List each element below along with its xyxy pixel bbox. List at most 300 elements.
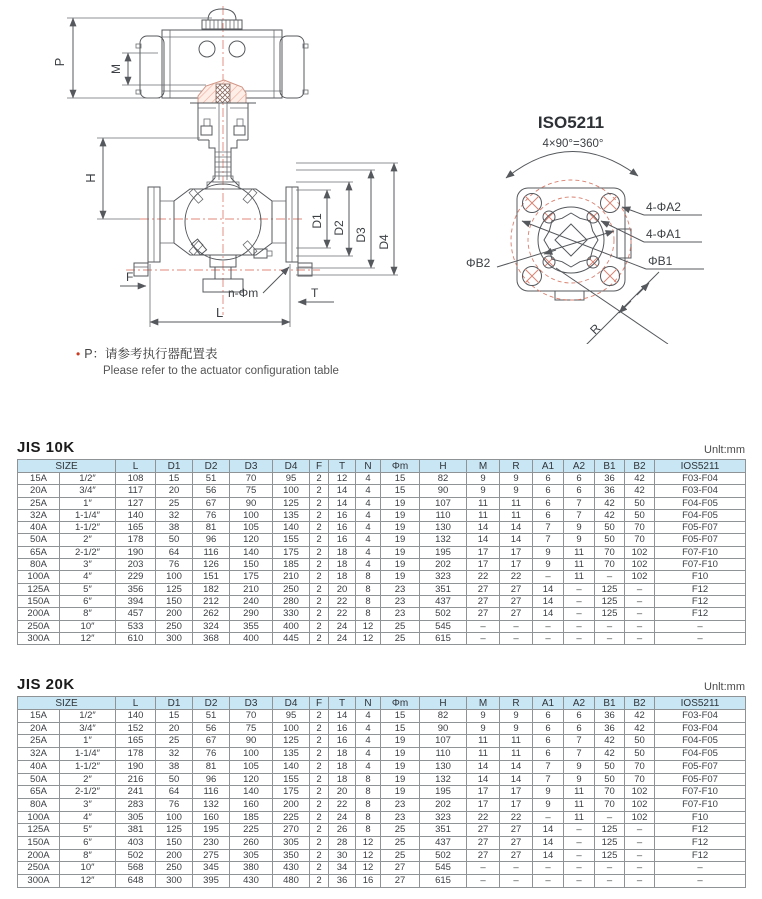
table-cell: 50	[156, 534, 193, 546]
table-cell: 19	[381, 559, 420, 571]
table-cell: –	[625, 875, 655, 888]
table-cell: 82	[420, 710, 467, 723]
table-cell: 102	[625, 559, 655, 571]
table-cell: 150	[230, 559, 273, 571]
jis-20k-section	[17, 676, 745, 888]
table-cell: 6	[533, 710, 564, 723]
table-cell: 2″	[60, 773, 116, 786]
table-cell: 42	[595, 748, 625, 761]
table-cell: 9	[564, 522, 595, 534]
table-cell: –	[564, 849, 595, 862]
table-cell: 19	[381, 735, 420, 748]
table-cell: 36	[595, 710, 625, 723]
table-cell: 17	[467, 798, 500, 811]
table-row	[18, 862, 746, 875]
table-cell: –	[500, 875, 533, 888]
column-header: F	[310, 460, 329, 473]
table-cell: 9	[533, 786, 564, 799]
table-cell: –	[625, 583, 655, 595]
table-cell: 368	[193, 632, 230, 644]
table-cell: 4	[356, 546, 381, 558]
table-body	[18, 473, 746, 645]
table-cell: F05-F07	[655, 534, 746, 546]
column-header: L	[116, 460, 156, 473]
table-cell: 14	[467, 760, 500, 773]
table-cell: 12″	[60, 632, 116, 644]
column-header: SIZE	[18, 697, 116, 710]
table-cell: 12	[356, 862, 381, 875]
table-cell: 25A	[18, 497, 60, 509]
column-header: H	[420, 697, 467, 710]
table-cell: 1-1/4″	[60, 509, 116, 521]
table-cell: 2	[310, 862, 329, 875]
table-cell: 19	[381, 546, 420, 558]
table-cell: 70	[625, 522, 655, 534]
table-cell: 17	[500, 546, 533, 558]
table-cell: 19	[381, 748, 420, 761]
table-cell: F12	[655, 595, 746, 607]
table-cell: 210	[230, 583, 273, 595]
table-cell: 82	[420, 473, 467, 485]
column-header: D2	[193, 697, 230, 710]
table-cell: 50	[595, 773, 625, 786]
table-cell: F07-F10	[655, 786, 746, 799]
table-cell: 182	[193, 583, 230, 595]
table-cell: 130	[420, 522, 467, 534]
table-cell: 27	[467, 824, 500, 837]
column-header: IOS5211	[655, 697, 746, 710]
table-cell: 27	[467, 837, 500, 850]
table-cell: 22	[329, 798, 356, 811]
iso-title: ISO5211	[537, 113, 605, 132]
table-cell: 190	[116, 546, 156, 558]
jis-20k-table	[17, 696, 746, 888]
table-cell: 125	[595, 608, 625, 620]
table-cell: 28	[329, 837, 356, 850]
table-cell: 230	[193, 837, 230, 850]
table-cell: 27	[500, 824, 533, 837]
table-cell: 125	[595, 849, 625, 862]
table-cell: 24	[329, 620, 356, 632]
table-cell: 350	[273, 849, 310, 862]
table-cell: 14	[500, 534, 533, 546]
table-cell: 132	[420, 534, 467, 546]
table-cell: 15	[381, 710, 420, 723]
table-cell: 430	[230, 875, 273, 888]
table-cell: 27	[467, 608, 500, 620]
table-cell: 225	[273, 811, 310, 824]
column-header: D4	[273, 460, 310, 473]
table-cell: 2	[310, 798, 329, 811]
table-cell: 42	[625, 710, 655, 723]
table-cell: 9	[467, 722, 500, 735]
table-cell: 81	[193, 522, 230, 534]
table-cell: 4	[356, 497, 381, 509]
table-cell: 76	[193, 748, 230, 761]
table-cell: –	[625, 849, 655, 862]
note-prefix: P：	[84, 347, 106, 361]
table-cell: 2	[310, 509, 329, 521]
table-cell: 50	[156, 773, 193, 786]
table-cell: F04-F05	[655, 509, 746, 521]
table-cell: 8	[356, 571, 381, 583]
label-phi-b1: ΦB1	[648, 254, 673, 268]
table-cell: 4	[356, 748, 381, 761]
table-cell: –	[625, 595, 655, 607]
table-cell: 50	[625, 509, 655, 521]
table-cell: 67	[193, 497, 230, 509]
table-cell: 11	[564, 798, 595, 811]
table-cell: 38	[156, 522, 193, 534]
table-cell: F04-F05	[655, 735, 746, 748]
table-cell: 9	[467, 473, 500, 485]
table-cell: 14	[500, 760, 533, 773]
table-cell: F12	[655, 849, 746, 862]
table-cell: 345	[193, 862, 230, 875]
table-cell: 125	[273, 497, 310, 509]
table-cell: –	[655, 862, 746, 875]
table-cell: 27	[500, 849, 533, 862]
table-cell: 11	[500, 509, 533, 521]
table-cell: 8	[356, 608, 381, 620]
table-cell: 403	[116, 837, 156, 850]
table-cell: –	[595, 811, 625, 824]
table-cell: 64	[156, 546, 193, 558]
table-row	[18, 595, 746, 607]
column-header: D4	[273, 697, 310, 710]
table-cell: 2	[310, 824, 329, 837]
column-header: B1	[595, 697, 625, 710]
table-cell: F05-F07	[655, 760, 746, 773]
table-cell: 300	[156, 875, 193, 888]
table-cell: 15A	[18, 473, 60, 485]
table-cell: –	[500, 862, 533, 875]
table-cell: 17	[467, 786, 500, 799]
label-phi-b2: ΦB2	[466, 256, 491, 270]
table-cell: –	[564, 595, 595, 607]
table-cell: 10″	[60, 862, 116, 875]
table-cell: 140	[230, 546, 273, 558]
table-cell: –	[625, 862, 655, 875]
table-cell: 125	[595, 583, 625, 595]
table-cell: 2	[310, 760, 329, 773]
table-cell: 108	[116, 473, 156, 485]
table-cell: 6	[564, 722, 595, 735]
column-header: B2	[625, 460, 655, 473]
table-cell: 11	[467, 735, 500, 748]
table-cell: 19	[381, 571, 420, 583]
table-cell: 14	[329, 710, 356, 723]
column-header: A1	[533, 697, 564, 710]
table-cell: 70	[595, 559, 625, 571]
iso5211-flange-diagram	[466, 113, 704, 344]
table-cell: 150	[156, 595, 193, 607]
iso-angle-note: 4×90°=360°	[542, 138, 604, 150]
dim-label-n-phi-m: n-Φm	[228, 286, 259, 300]
table-cell: 22	[467, 811, 500, 824]
table-cell: 2	[310, 595, 329, 607]
table-cell: 14	[533, 837, 564, 850]
table-cell: 14	[500, 773, 533, 786]
table-cell: 117	[116, 485, 156, 497]
table-cell: –	[467, 632, 500, 644]
table-cell: –	[595, 862, 625, 875]
table-cell: 3″	[60, 559, 116, 571]
table-cell: F12	[655, 837, 746, 850]
table-cell: 25	[156, 735, 193, 748]
table-cell: 100	[273, 722, 310, 735]
table-cell: 132	[420, 773, 467, 786]
table-cell: 18	[329, 559, 356, 571]
table-cell: 6	[533, 735, 564, 748]
column-header: T	[329, 460, 356, 473]
column-header: D3	[230, 697, 273, 710]
column-header: M	[467, 460, 500, 473]
table-cell: 27	[381, 862, 420, 875]
table-cell: 7	[533, 760, 564, 773]
table-cell: 216	[116, 773, 156, 786]
table-cell: 210	[273, 571, 310, 583]
table-cell: 6	[533, 722, 564, 735]
table-cell: 16	[329, 735, 356, 748]
table-cell: 150A	[18, 595, 60, 607]
table-cell: 457	[116, 608, 156, 620]
table-cell: –	[533, 811, 564, 824]
table-cell: 175	[273, 546, 310, 558]
table-cell: 4	[356, 534, 381, 546]
table-cell: 11	[500, 735, 533, 748]
table-header-row	[18, 697, 746, 710]
table-cell: 160	[193, 811, 230, 824]
column-header: D1	[156, 697, 193, 710]
table-cell: 12″	[60, 875, 116, 888]
table-cell: –	[533, 571, 564, 583]
table-cell: 1/2″	[60, 473, 116, 485]
table-cell: –	[500, 632, 533, 644]
table-row	[18, 849, 746, 862]
table-cell: 27	[500, 583, 533, 595]
technical-drawings	[0, 0, 762, 344]
table-cell: 81	[193, 760, 230, 773]
table-cell: F12	[655, 824, 746, 837]
table-row	[18, 473, 746, 485]
table-cell: 1/2″	[60, 710, 116, 723]
table-cell: 135	[273, 748, 310, 761]
table-cell: –	[625, 608, 655, 620]
table-cell: 80A	[18, 798, 60, 811]
table-cell: 125	[595, 595, 625, 607]
table-cell: 19	[381, 786, 420, 799]
valve-actuator-drawing	[52, 6, 398, 327]
table-cell: 12	[356, 837, 381, 850]
table-row	[18, 620, 746, 632]
column-header: D1	[156, 460, 193, 473]
table-cell: 7	[533, 534, 564, 546]
table-cell: 50	[625, 735, 655, 748]
dim-label-d4: D4	[377, 234, 391, 250]
table-cell: –	[500, 620, 533, 632]
table-cell: 195	[420, 786, 467, 799]
table-cell: 8	[356, 811, 381, 824]
table-cell: F04-F05	[655, 497, 746, 509]
table-cell: 51	[193, 473, 230, 485]
table-cell: 200	[273, 798, 310, 811]
table-cell: 24	[329, 811, 356, 824]
table-row	[18, 710, 746, 723]
table-cell: 127	[116, 497, 156, 509]
table-cell: F07-F10	[655, 798, 746, 811]
table-cell: 160	[230, 798, 273, 811]
table-cell: 502	[420, 849, 467, 862]
table-cell: 67	[193, 735, 230, 748]
table-cell: 4	[356, 559, 381, 571]
table-cell: 2	[310, 632, 329, 644]
dim-label-p: P	[52, 57, 67, 67]
table-cell: 70	[625, 534, 655, 546]
table-cell: 15	[156, 710, 193, 723]
table-cell: 36	[329, 875, 356, 888]
table-cell: 305	[116, 811, 156, 824]
table-cell: 9	[467, 710, 500, 723]
table-cell: 42	[625, 722, 655, 735]
table-cell: 2	[310, 875, 329, 888]
table-cell: 27	[467, 583, 500, 595]
table-cell: 20	[156, 485, 193, 497]
table-cell: 30	[329, 849, 356, 862]
table-cell: 165	[116, 522, 156, 534]
table-cell: 2	[310, 773, 329, 786]
table-cell: F03-F04	[655, 473, 746, 485]
column-header: SIZE	[18, 460, 116, 473]
table-cell: 42	[625, 485, 655, 497]
table-cell: –	[467, 620, 500, 632]
table-cell: 140	[230, 786, 273, 799]
table-cell: 76	[156, 798, 193, 811]
table-cell: 75	[230, 485, 273, 497]
dim-label-h: H	[83, 173, 98, 183]
table-cell: 22	[500, 571, 533, 583]
table-cell: 305	[230, 849, 273, 862]
table-cell: 19	[381, 509, 420, 521]
table-cell: 2-1/2″	[60, 546, 116, 558]
table-cell: 12	[356, 849, 381, 862]
table-row	[18, 837, 746, 850]
table-cell: 110	[420, 509, 467, 521]
table-cell: 22	[467, 571, 500, 583]
table-cell: 300	[156, 632, 193, 644]
table-cell: 4	[356, 522, 381, 534]
table-cell: 65A	[18, 546, 60, 558]
table-row	[18, 509, 746, 521]
table-cell: 126	[193, 559, 230, 571]
table-cell: 150A	[18, 837, 60, 850]
table-cell: 9	[500, 473, 533, 485]
table-row	[18, 632, 746, 644]
table-cell: 18	[329, 760, 356, 773]
table-cell: 23	[381, 798, 420, 811]
table-cell: 151	[193, 571, 230, 583]
table-cell: 19	[381, 773, 420, 786]
column-header: L	[116, 697, 156, 710]
table-cell: 27	[500, 608, 533, 620]
table-cell: –	[564, 875, 595, 888]
table-cell: 25	[381, 632, 420, 644]
table-cell: 96	[193, 773, 230, 786]
table-cell: 70	[595, 798, 625, 811]
table-cell: 36	[595, 722, 625, 735]
column-header: D3	[230, 460, 273, 473]
table-cell: 6	[533, 748, 564, 761]
table-cell: 9	[533, 559, 564, 571]
table-cell: 4	[356, 473, 381, 485]
table-cell: 11	[564, 786, 595, 799]
table-cell: 16	[329, 722, 356, 735]
table-cell: 50	[595, 534, 625, 546]
table-cell: 380	[230, 862, 273, 875]
label-4-phi-a2: 4-ΦA2	[646, 200, 681, 214]
table-cell: 8″	[60, 608, 116, 620]
table-cell: 200A	[18, 608, 60, 620]
table-cell: 351	[420, 824, 467, 837]
table-row	[18, 522, 746, 534]
table-cell: 8	[356, 773, 381, 786]
table-cell: 42	[625, 473, 655, 485]
table-cell: 185	[273, 559, 310, 571]
table-cell: 2″	[60, 534, 116, 546]
table-cell: F12	[655, 608, 746, 620]
table-cell: F03-F04	[655, 485, 746, 497]
table-cell: 20A	[18, 722, 60, 735]
table-cell: 7	[533, 773, 564, 786]
table-cell: 7	[564, 748, 595, 761]
table-cell: 2	[310, 748, 329, 761]
table-body	[18, 710, 746, 888]
table-cell: 241	[116, 786, 156, 799]
table-cell: 25	[381, 824, 420, 837]
table-cell: 95	[273, 473, 310, 485]
table-cell: 116	[193, 786, 230, 799]
table-cell: 15	[381, 722, 420, 735]
table-cell: 290	[230, 608, 273, 620]
table-cell: 90	[420, 485, 467, 497]
table-cell: 14	[467, 534, 500, 546]
table-cell: 27	[467, 849, 500, 862]
table-cell: 9	[533, 798, 564, 811]
table-cell: 90	[230, 497, 273, 509]
table-cell: F03-F04	[655, 710, 746, 723]
table-cell: 14	[533, 583, 564, 595]
table-cell: 1-1/2″	[60, 522, 116, 534]
table-cell: 95	[273, 710, 310, 723]
table-row	[18, 760, 746, 773]
table-cell: 23	[381, 811, 420, 824]
table-cell: 250	[156, 620, 193, 632]
table-cell: 648	[116, 875, 156, 888]
table-cell: 9	[564, 773, 595, 786]
table-cell: 381	[116, 824, 156, 837]
table-cell: 36	[595, 485, 625, 497]
table-cell: 324	[193, 620, 230, 632]
table-cell: 65A	[18, 786, 60, 799]
table-cell: –	[533, 632, 564, 644]
table-cell: 155	[273, 773, 310, 786]
table-cell: 100A	[18, 571, 60, 583]
table-cell: 42	[595, 735, 625, 748]
table-cell: 14	[533, 595, 564, 607]
table-cell: 545	[420, 620, 467, 632]
table-cell: 27	[467, 595, 500, 607]
table-cell: 100	[273, 485, 310, 497]
